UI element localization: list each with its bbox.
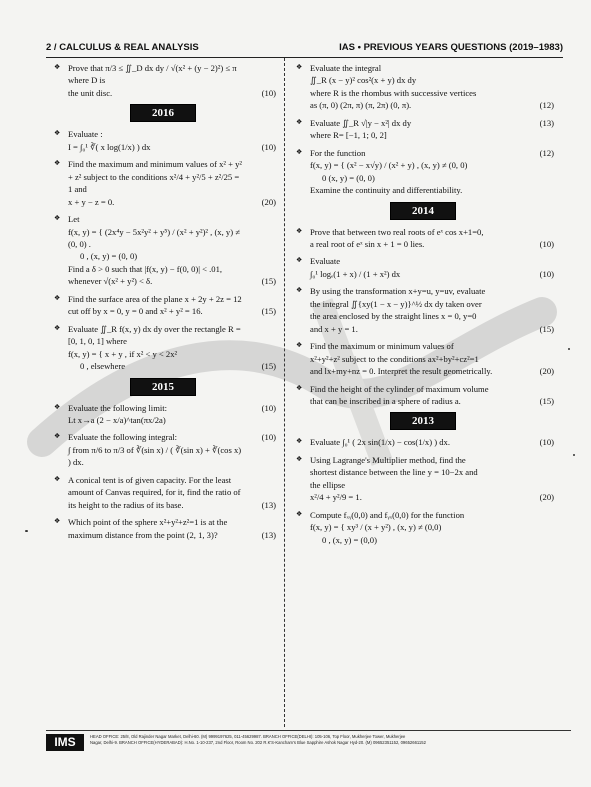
- question-marks: (10): [261, 141, 276, 152]
- question-item: [292, 226, 554, 251]
- question-item: [50, 431, 276, 468]
- footer-address-line: HEAD OFFICE: 25/8, Old Rajinder Nagar Market, Delhi-60. (M) 9999197625, 011-45629987. BRANCH OFFICE(DELHI): 105-106, Top Floor, Mukherjee Tower, Mukherjee: [90, 734, 406, 739]
- question-text: Find the surface area of the plane x + 2y + 2z = 12: [68, 293, 242, 304]
- question-marks: (15): [261, 306, 276, 317]
- question-item: [50, 158, 276, 208]
- diamond-bullet-icon: ❖: [296, 117, 303, 126]
- question-marks: (10): [539, 437, 554, 448]
- question-text: its height to the radius of its base.: [68, 499, 184, 510]
- question-item: [292, 340, 554, 377]
- question-text: the area enclosed by the straight lines x = 0, y=0: [310, 311, 477, 322]
- question-text: Find the maximum or minimum values of: [310, 341, 454, 352]
- question-item: [292, 117, 554, 142]
- question-formula: ∬_R (x − y)² cos²(x + y) dx dy: [310, 75, 417, 86]
- question-item: [292, 285, 554, 335]
- question-text: and x + y = 1.: [310, 323, 358, 334]
- question-text: Examine the continuity and differentiability.: [310, 185, 463, 196]
- question-item: [50, 293, 276, 318]
- question-item: [50, 516, 276, 541]
- question-text: Let: [68, 214, 80, 225]
- question-item: [292, 255, 554, 280]
- question-text: amount of Canvas required, for it, find the ratio of: [68, 487, 241, 498]
- question-formula: f(x, y) = { xy³ / (x + y²) , (x, y) ≠ (0,0): [310, 522, 442, 533]
- question-text: the ellipse: [310, 479, 346, 490]
- diamond-bullet-icon: ❖: [296, 509, 303, 518]
- question-formula: f(x, y) = { x + y , if x² < y < 2x²: [68, 348, 178, 359]
- diamond-bullet-icon: ❖: [296, 226, 303, 235]
- question-formula: 0 , (x, y) = (0, 0): [80, 251, 138, 262]
- scan-speck: [573, 454, 575, 456]
- question-marks: (13): [261, 499, 276, 510]
- question-marks: (20): [539, 366, 554, 377]
- question-formula: ∫₀¹ logₑ(1 + x) / (1 + x²) dx: [310, 268, 401, 279]
- question-text: where R is the rhombus with successive vertices: [310, 87, 477, 98]
- question-text: Evaluate ∬_R f(x, y) dx dy over the rectangle R =: [68, 323, 241, 334]
- header-left-title: 2 / CALCULUS & REAL ANALYSIS: [46, 42, 199, 53]
- question-text: whenever √(x² + y²) < δ.: [68, 276, 153, 287]
- question-marks: (15): [261, 361, 276, 372]
- diamond-bullet-icon: ❖: [296, 437, 303, 446]
- question-item: [292, 383, 554, 408]
- question-text: A conical tent is of given capacity. For the least: [68, 474, 232, 485]
- question-text: Prove that π/3 ≤ ∬_D dx dy / √(x² + (y − 2)²) ≤ π where D is: [68, 63, 237, 86]
- diamond-bullet-icon: ❖: [296, 341, 303, 350]
- diamond-bullet-icon: ❖: [54, 214, 61, 223]
- question-marks: (10): [539, 238, 554, 249]
- question-formula: f(x, y) = { (x² − x√y) / (x² + y) , (x, y) ≠ (0, 0): [310, 160, 468, 171]
- diamond-bullet-icon: ❖: [54, 323, 61, 332]
- question-formula: I = ∫₀¹ ∛( x log(1/x) ) dx: [68, 141, 151, 152]
- page-header: [46, 42, 563, 56]
- question-text: Prove that between two real roots of eˣ cos x+1=0,: [310, 226, 484, 237]
- header-divider: [46, 57, 563, 58]
- question-text: Compute fₓᵧ(0,0) and fᵧₓ(0,0) for the function: [310, 509, 465, 520]
- question-marks: (12): [539, 147, 554, 158]
- diamond-bullet-icon: ❖: [296, 286, 303, 295]
- year-heading: 2014: [390, 202, 456, 220]
- question-item: [292, 436, 554, 448]
- question-text: and lx+my+nz = 0. Interpret the result geometrically.: [310, 366, 493, 377]
- question-item: [50, 323, 276, 373]
- diamond-bullet-icon: ❖: [54, 517, 61, 526]
- scan-speck: [25, 530, 28, 532]
- right-column: [292, 62, 554, 551]
- question-text: Evaluate ∫₀¹ ( 2x sin(1/x) − cos(1/x) ) dx.: [310, 437, 450, 448]
- diamond-bullet-icon: ❖: [54, 129, 61, 138]
- question-formula: f(x, y) = { (2x⁴y − 5x²y² + y⁵) / (x² + y²)² , (x, y) ≠ (0, 0) .: [68, 226, 240, 249]
- question-marks: (10): [539, 268, 554, 279]
- question-marks: (15): [539, 395, 554, 406]
- question-formula: 0 (x, y) = (0, 0): [322, 172, 375, 183]
- year-heading: 2013: [390, 412, 456, 430]
- question-text: Evaluate :: [68, 129, 103, 140]
- footer-address-line: Nagar, Delhi-9. BRANCH OFFICE(HYDERABAD): H.No. 1-10-237, 2nd Floor, Room No. 202 R.K'S-Kancham's Blue Sapphire Ashok Nagar Hyd-20. (M) 09652351152, 09652661152: [90, 740, 426, 746]
- question-text: By using the transformation x+y=u, y=uv, evaluate: [310, 286, 486, 297]
- question-formula: ∫ from π/6 to π/3 of ∛(sin x) / ( ∛(sin x) + ∛(cos x) ) dx.: [68, 444, 242, 468]
- diamond-bullet-icon: ❖: [296, 256, 303, 265]
- question-marks: (13): [539, 117, 554, 128]
- question-marks: (10): [261, 432, 276, 443]
- question-text: where R= [−1, 1; 0, 2]: [310, 130, 387, 141]
- year-heading: 2015: [130, 378, 196, 396]
- question-marks: (20): [539, 492, 554, 503]
- question-marks: (10): [261, 87, 276, 98]
- question-text: Evaluate the integral: [310, 63, 382, 73]
- question-text: shortest distance between the line y = 10−2x and: [310, 467, 478, 478]
- question-text: Using Lagrange's Multiplier method, find the: [310, 454, 466, 465]
- page-footer: [46, 730, 571, 755]
- question-item: [50, 402, 276, 427]
- year-heading: 2016: [130, 104, 196, 122]
- diamond-bullet-icon: ❖: [296, 454, 303, 463]
- diamond-bullet-icon: ❖: [54, 293, 61, 302]
- left-column: [50, 62, 276, 546]
- question-text: maximum distance from the point (2, 1, 3)?: [68, 529, 218, 540]
- diamond-bullet-icon: ❖: [54, 432, 61, 441]
- question-marks: (20): [261, 196, 276, 207]
- question-text: as (π, 0) (2π, π) (π, 2π) (0, π).: [310, 100, 412, 111]
- question-formula: x²/4 + y²/9 = 1.: [310, 492, 362, 503]
- question-text: Evaluate: [310, 256, 341, 267]
- question-text: Find the maximum and minimum values of x² + y²: [68, 159, 242, 170]
- question-text: Which point of the sphere x²+y²+z²=1 is at the: [68, 517, 228, 528]
- question-text: + z² subject to the conditions x²/4 + y²/5 + z²/25 = 1 and: [68, 171, 240, 195]
- question-formula: 0 , (x, y) = (0,0): [322, 534, 377, 545]
- question-text: a real root of eˣ sin x + 1 = 0 lies.: [310, 238, 425, 249]
- question-item: [50, 213, 276, 288]
- question-text: the unit disc.: [68, 87, 113, 98]
- question-text: x²+y²+z² subject to the conditions ax²+by²+cz²=1: [310, 353, 479, 364]
- question-item: [50, 62, 276, 99]
- ims-logo: IMS: [46, 734, 84, 751]
- diamond-bullet-icon: ❖: [54, 63, 61, 71]
- question-item: [292, 62, 554, 112]
- diamond-bullet-icon: ❖: [296, 383, 303, 392]
- question-text: For the function: [310, 147, 366, 158]
- question-text: that can be inscribed in a sphere of radius a.: [310, 395, 461, 406]
- question-item: [292, 454, 554, 504]
- header-right-title: IAS • PREVIOUS YEARS QUESTIONS (2019–1983): [339, 42, 563, 53]
- question-text: the integral ∬{xy(1 − x − y)}^½ dx dy taken over: [310, 298, 482, 309]
- scan-speck: [568, 348, 570, 350]
- question-marks: (13): [261, 529, 276, 540]
- question-text: x + y − z = 0.: [68, 196, 115, 207]
- question-item: [50, 128, 276, 153]
- question-marks: (10): [261, 402, 276, 413]
- question-text: Evaluate ∬_R √|y − x²| dx dy: [310, 117, 412, 128]
- question-formula: Lt x→a (2 − x/a)^tan(πx/2a): [68, 414, 166, 425]
- question-marks: (15): [261, 276, 276, 287]
- question-text: Find a δ > 0 such that |f(x, y) − f(0, 0)| < .01,: [68, 263, 223, 274]
- diamond-bullet-icon: ❖: [54, 159, 61, 168]
- question-formula: 0 , elsewhere: [80, 361, 126, 372]
- question-text: cut off by x = 0, y = 0 and x² + y² = 16.: [68, 306, 203, 317]
- question-text: Evaluate the following limit:: [68, 402, 168, 413]
- diamond-bullet-icon: ❖: [54, 474, 61, 483]
- diamond-bullet-icon: ❖: [54, 402, 61, 411]
- diamond-bullet-icon: ❖: [296, 147, 303, 156]
- question-marks: (12): [539, 100, 554, 111]
- diamond-bullet-icon: ❖: [296, 63, 303, 71]
- question-item: [292, 147, 554, 197]
- footer-address: [90, 734, 571, 747]
- question-text: Find the height of the cylinder of maximum volume: [310, 383, 489, 394]
- question-text: Evaluate the following integral:: [68, 432, 178, 443]
- question-marks: (15): [539, 323, 554, 334]
- question-text: [0, 1, 0, 1] where: [68, 336, 127, 347]
- question-item: [292, 509, 554, 546]
- question-item: [50, 474, 276, 511]
